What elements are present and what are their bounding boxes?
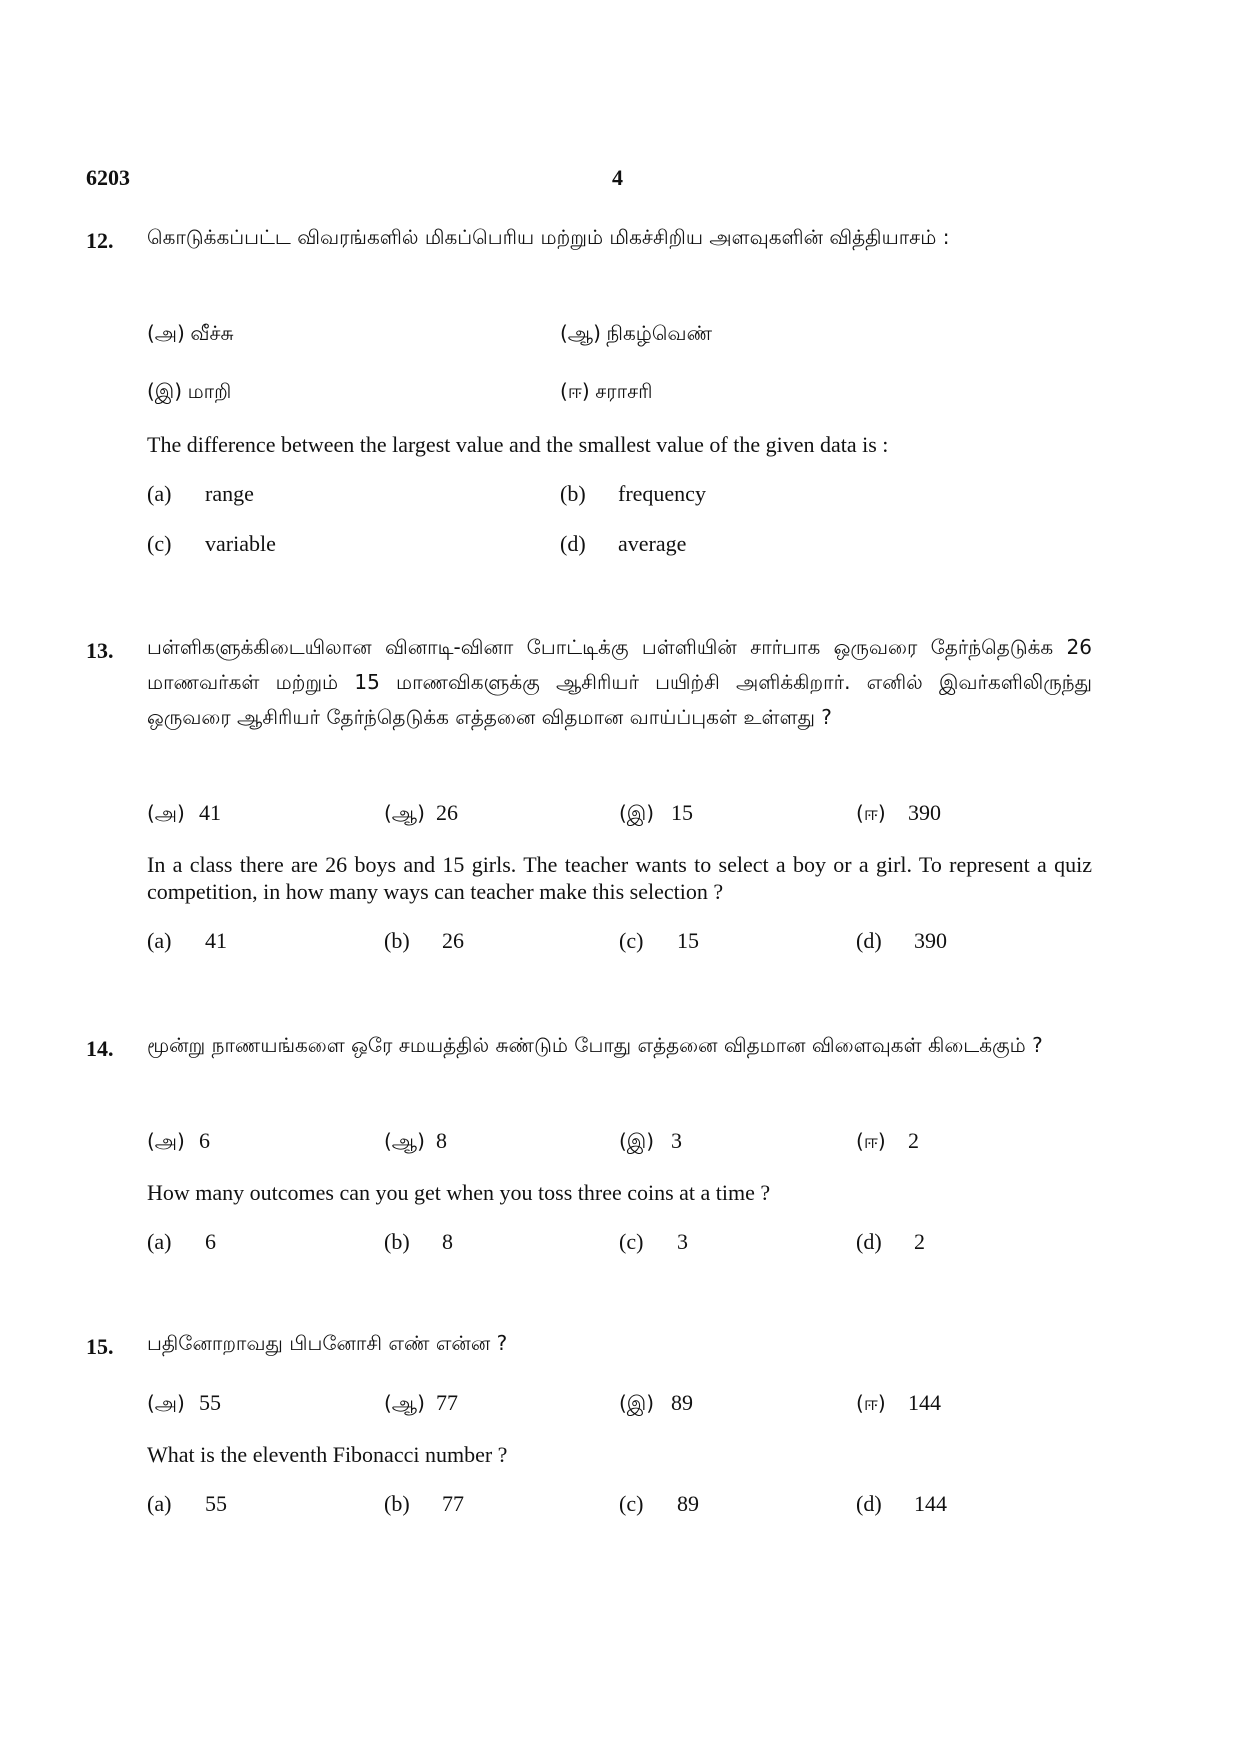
- option-tamil-c: (இ) 15: [619, 800, 693, 825]
- option-tamil-a: (அ) வீச்சு: [147, 321, 234, 345]
- paper-code: 6203: [86, 165, 130, 190]
- question-text-english: The difference between the largest value and the smallest value of the given data is :: [147, 432, 889, 457]
- option-english-a: (a) 41: [147, 928, 227, 953]
- option-english-b: (b) frequency: [560, 481, 706, 506]
- question-text-english: How many outcomes can you get when you toss three coins at a time ?: [147, 1180, 771, 1205]
- option-tamil-a: (அ) 41: [147, 800, 221, 825]
- option-english-b: (b) 77: [384, 1491, 464, 1516]
- option-english-d: (d) average: [560, 531, 687, 556]
- option-tamil-b: (ஆ) 8: [384, 1128, 447, 1153]
- option-english-b: (b) 26: [384, 928, 464, 953]
- option-tamil-b: (ஆ) 26: [384, 800, 458, 825]
- question-text-english: What is the eleventh Fibonacci number ?: [147, 1442, 508, 1467]
- page-number: 4: [612, 165, 623, 190]
- option-tamil-c: (இ) 3: [619, 1128, 682, 1153]
- question-number: 13.: [86, 638, 114, 663]
- option-english-d: (d) 144: [856, 1491, 947, 1516]
- option-tamil-c: (இ) 89: [619, 1390, 693, 1415]
- option-english-a: (a) 6: [147, 1229, 216, 1254]
- option-tamil-b: (ஆ) 77: [384, 1390, 458, 1415]
- option-english-c: (c) 89: [619, 1491, 699, 1516]
- question-text-tamil: பதினோறாவது பிபனோசி எண் என்ன ?: [147, 1331, 508, 1355]
- question-number: 15.: [86, 1334, 114, 1359]
- option-english-d: (d) 390: [856, 928, 947, 953]
- option-english-c: (c) variable: [147, 531, 276, 556]
- question-number: 12.: [86, 228, 114, 253]
- option-english-b: (b) 8: [384, 1229, 453, 1254]
- question-text-tamil: மூன்று நாணயங்களை ஒரே சமயத்தில் சுண்டும் போது எத்தனை விதமான விளைவுகள் கிடைக்கும் ?: [147, 1033, 1043, 1057]
- option-tamil-b: (ஆ) நிகழ்வெண்: [560, 321, 713, 345]
- option-english-c: (c) 15: [619, 928, 699, 953]
- question-number: 14.: [86, 1036, 114, 1061]
- option-english-a: (a) range: [147, 481, 254, 506]
- option-tamil-a: (அ) 6: [147, 1128, 210, 1153]
- option-tamil-d: (ஈ) 144: [856, 1390, 941, 1415]
- question-text-tamil: கொடுக்கப்பட்ட விவரங்களில் மிகப்பெரிய மற்றும் மிகச்சிறிய அளவுகளின் வித்தியாசம் :: [147, 225, 950, 249]
- option-tamil-a: (அ) 55: [147, 1390, 221, 1415]
- question-text-english: In a class there are 26 boys and 15 girls. The teacher wants to select a boy or a girl. To represent a quiz competition, in how many ways can teacher make this selection ?: [147, 852, 1092, 904]
- option-tamil-d: (ஈ) 2: [856, 1128, 919, 1153]
- option-tamil-c: (இ) மாறி: [147, 379, 232, 403]
- option-english-d: (d) 2: [856, 1229, 925, 1254]
- option-tamil-d: (ஈ) 390: [856, 800, 941, 825]
- option-tamil-d: (ஈ) சராசரி: [560, 379, 653, 403]
- option-english-a: (a) 55: [147, 1491, 227, 1516]
- option-english-c: (c) 3: [619, 1229, 688, 1254]
- question-text-tamil: பள்ளிகளுக்கிடையிலான வினாடி-வினா போட்டிக்கு பள்ளியின் சார்பாக ஒருவரை தேர்ந்தெடுக்க 26 மாணவர்கள் மற்றும் 15 மாணவிகளுக்கு ஆசிரியர் பயிற்சி அளிக்கிறார். எனில் இவர்களிலிருந்து ஒருவரை ஆசிரியர் தேர்ந்தெடுக்க எத்தனை விதமான வாய்ப்புகள் உள்ளது ?: [147, 635, 1092, 729]
